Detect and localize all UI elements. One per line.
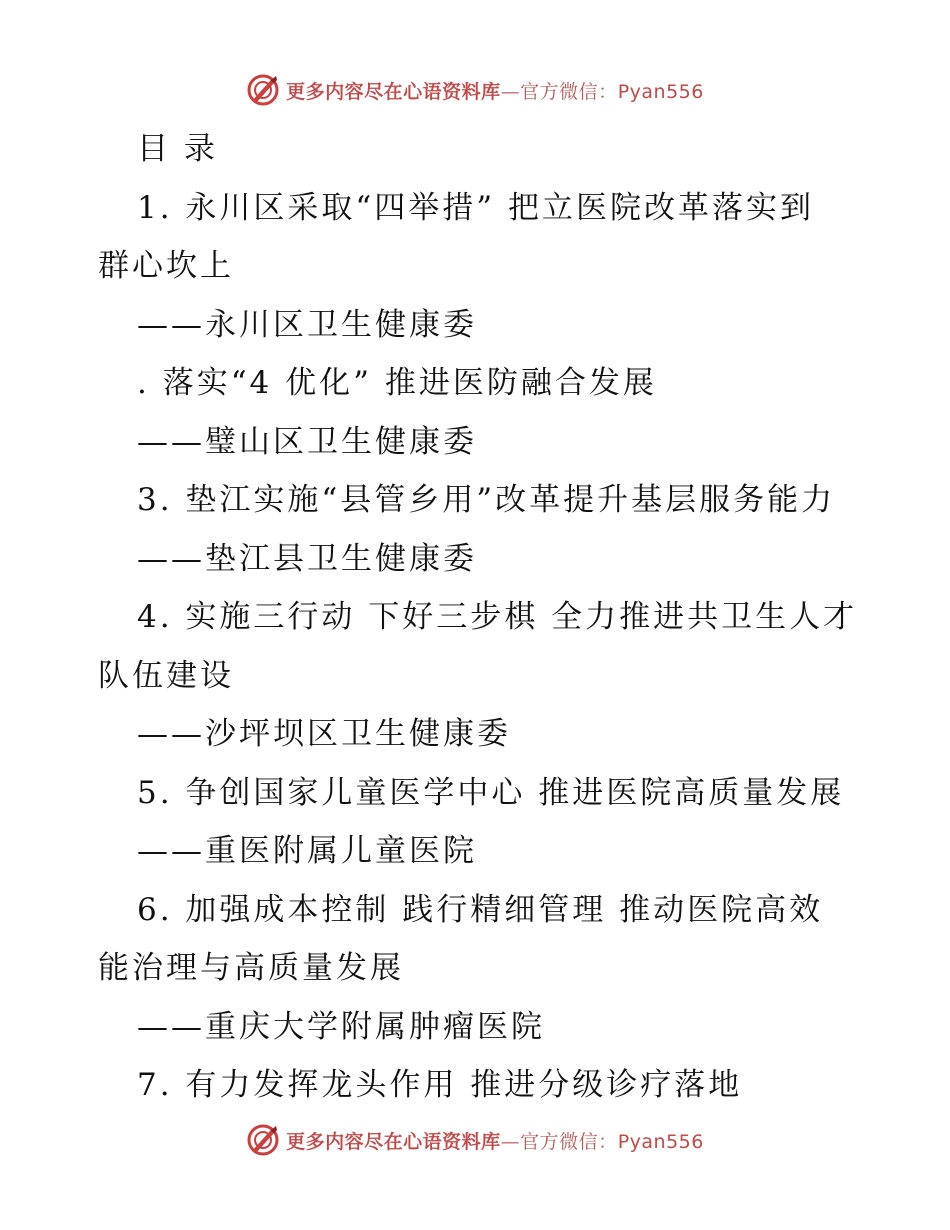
toc-line: 6. 加强成本控制 践行精细管理 推动医院高效 bbox=[137, 891, 824, 928]
watermark-text bbox=[286, 1127, 704, 1154]
watermark-content bbox=[246, 1123, 704, 1157]
watermark-brand: 更多内容尽在心语资料库 bbox=[286, 80, 501, 103]
toc-line: ——重庆大学附属肿瘤医院 bbox=[137, 1008, 545, 1045]
watermark-id: Pyan556 bbox=[617, 80, 704, 103]
footer-watermark bbox=[0, 1120, 950, 1160]
toc-line: 5. 争创国家儿童医学中心 推进医院高质量发展 bbox=[137, 774, 845, 811]
header-watermark bbox=[0, 70, 950, 110]
toc-line: 3. 垫江实施“县管乡用”改革提升基层服务能力 bbox=[137, 482, 836, 518]
toc-line: ——重医附属儿童医院 bbox=[137, 833, 477, 869]
toc-line: 1. 永川区采取“四举措” 把立医院改革落实到 bbox=[137, 189, 814, 226]
toc-title: 目 录 bbox=[137, 131, 218, 167]
watermark-content bbox=[246, 73, 704, 107]
toc-line: ——璧山区卫生健康委 bbox=[137, 423, 477, 460]
toc-line: ——永川区卫生健康委 bbox=[137, 306, 477, 343]
toc-line: 能治理与高质量发展 bbox=[98, 950, 404, 986]
toc-line: 7. 有力发挥龙头作用 推进分级诊疗落地 bbox=[137, 1067, 743, 1103]
toc-line: . 落实“4 优化” 推进医防融合发展 bbox=[137, 365, 657, 401]
watermark-brand: 更多内容尽在心语资料库 bbox=[286, 1130, 501, 1153]
toc-line: 队伍建设 bbox=[98, 657, 234, 694]
toc-document bbox=[98, 120, 858, 1115]
pen-logo-icon bbox=[246, 1123, 280, 1157]
toc-line: 4. 实施三行动 下好三步棋 全力推进共卫生人才 bbox=[137, 599, 858, 635]
watermark-id: Pyan556 bbox=[617, 1130, 704, 1153]
watermark-dash: — bbox=[500, 80, 521, 103]
watermark-text bbox=[286, 77, 704, 104]
watermark-label: 官方微信： bbox=[520, 80, 618, 103]
toc-line: ——垫江县卫生健康委 bbox=[137, 540, 477, 577]
toc-line: ——沙坪坝区卫生健康委 bbox=[137, 716, 511, 752]
pen-logo-icon bbox=[246, 73, 280, 107]
watermark-label: 官方微信： bbox=[520, 1130, 618, 1153]
toc-line: 群心坎上 bbox=[98, 248, 234, 284]
watermark-dash: — bbox=[500, 1130, 521, 1153]
